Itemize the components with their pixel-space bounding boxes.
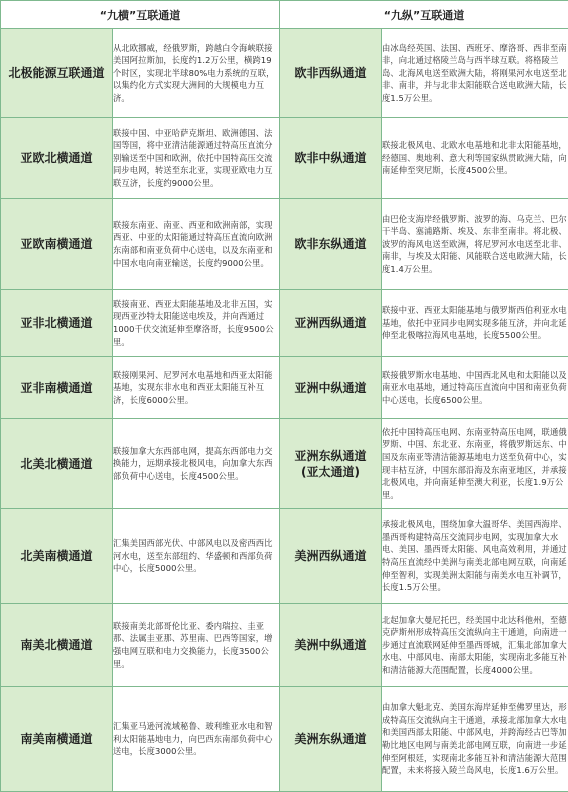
table-row xyxy=(1,687,568,792)
vertical-channel-description: 北起加拿大曼尼托巴，经美国中北达科他州，至德克萨斯州形成特高压交流纵向主干通道，向南进一步通过直流联网延伸至墨西哥城，汇集北部加拿大水电、中部风电、南部太阳能，实现南北多能互补和清洁能源大范围配置，长度4000公里。 xyxy=(382,604,568,687)
horizontal-channel-name: 亚欧南横通道 xyxy=(1,199,113,290)
vertical-channel-description: 由冰岛经英国、法国、西班牙、摩洛哥、西非至南非，向北通过格陵兰岛与西半球互联。将格陵兰岛、北海风电送至欧洲大陆，将刚果河水电送至北非、南非，并与北非太阳能联合送电欧洲大陆，长度1.5万公里。 xyxy=(382,29,568,118)
horizontal-channel-description: 联接东南亚、南亚、西亚和欧洲南部，实现西亚、中亚的太阳能通过特高压直流向欧洲东南部和南亚负荷中心送电，以及东南亚和中国水电向南亚输送，长度约9000公里。 xyxy=(113,199,280,290)
header-nine-horizontal: “九横”互联通道 xyxy=(1,1,280,29)
table-row xyxy=(1,419,568,509)
vertical-channel-name: 亚洲西纵通道 xyxy=(280,290,382,357)
vertical-channel-description: 联接俄罗斯水电基地、中国西北风电和太阳能以及南亚水电基地，通过特高压直流向中国和南亚负荷中心送电，长度6500公里。 xyxy=(382,357,568,419)
vertical-channel-description: 承接北极风电，围绕加拿大温哥华、美国西海岸、墨西哥构建特高压交流同步电网，实现加拿大水电、美国、墨西哥太阳能、风电高效利用，并通过特高压直流经中美洲与南美北部电网互联，向南延伸至智利，实现美洲太阳能与南美水电互补调节，长度1.5万公里。 xyxy=(382,509,568,604)
horizontal-channel-name: 亚非北横通道 xyxy=(1,290,113,357)
horizontal-channel-name: 亚非南横通道 xyxy=(1,357,113,419)
vertical-channel-name: 美洲中纵通道 xyxy=(280,604,382,687)
table-row xyxy=(1,357,568,419)
table-row xyxy=(1,29,568,118)
vertical-channel-description: 联接中亚、西亚太阳能基地与俄罗斯西伯利亚水电基地，依托中亚同步电网实现多能互济，并向北延伸至北极喀拉海风电基地，长度5500公里。 xyxy=(382,290,568,357)
horizontal-channel-description: 联接刚果河、尼罗河水电基地和西亚太阳能基地，实现东非水电和西亚太阳能互补互济，长度6000公里。 xyxy=(113,357,280,419)
horizontal-channel-description: 联接南美北部哥伦比亚、委内瑞拉、圭亚那、法属圭亚那、苏里南、巴西等国家，增强电网互联和电力交换能力，长度3500公里。 xyxy=(113,604,280,687)
horizontal-channel-description: 联接南亚、西亚太阳能基地及北非五国，实现西亚沙特太阳能送电埃及，并向西通过1000千伏交流延伸至摩洛哥，长度9500公里。 xyxy=(113,290,280,357)
header-nine-vertical: “九纵”互联通道 xyxy=(280,1,568,29)
vertical-channel-description: 联接北极风电、北欧水电基地和北非太阳能基地，经德国、奥地利、意大利等国家纵贯欧洲大陆，向南延伸至突尼斯，长度4500公里。 xyxy=(382,118,568,199)
table-row xyxy=(1,118,568,199)
horizontal-channel-name: 北极能源互联通道 xyxy=(1,29,113,118)
header-row xyxy=(1,1,568,29)
vertical-channel-description: 由巴伦支海岸经俄罗斯、波罗的海、乌克兰、巴尔干半岛、塞浦路斯、埃及、东非至南非。将北极、波罗的海风电送至欧洲，将尼罗河水电送至北非、南非，与埃及太阳能、风能联合送电欧洲大陆，长度1.4万公里。 xyxy=(382,199,568,290)
horizontal-channel-name: 北美北横通道 xyxy=(1,419,113,509)
horizontal-channel-name: 北美南横通道 xyxy=(1,509,113,604)
vertical-channel-name: 美洲西纵通道 xyxy=(280,509,382,604)
vertical-channel-name: 亚洲中纵通道 xyxy=(280,357,382,419)
horizontal-channel-name: 南美南横通道 xyxy=(1,687,113,792)
horizontal-channel-description: 联接加拿大东西部电网，提高东西部电力交换能力，远期承接北极风电，向加拿大东西部负荷中心送电，长度4500公里。 xyxy=(113,419,280,509)
horizontal-channel-name: 亚欧北横通道 xyxy=(1,118,113,199)
horizontal-channel-description: 汇集美国西部光伏、中部风电以及密西西比河水电，送至东部纽约、华盛顿和西部负荷中心，长度5000公里。 xyxy=(113,509,280,604)
table-row xyxy=(1,604,568,687)
table-row xyxy=(1,509,568,604)
horizontal-channel-description: 联接中国、中亚哈萨克斯坦、欧洲德国、法国等国，将中亚清洁能源通过特高压直流分别输送至中国和欧洲，依托中国特高压交流同步电网，转送至东北亚，实现亚欧电力互联互济，长度约9000公里。 xyxy=(113,118,280,199)
vertical-channel-name: 欧非中纵通道 xyxy=(280,118,382,199)
vertical-channel-name: 美洲东纵通道 xyxy=(280,687,382,792)
vertical-channel-name: 欧非东纵通道 xyxy=(280,199,382,290)
horizontal-channel-description: 汇集亚马逊河流域秘鲁、玻利维亚水电和智利太阳能基地电力，向巴西东南部负荷中心送电，长度3000公里。 xyxy=(113,687,280,792)
table-row xyxy=(1,199,568,290)
vertical-channel-description: 由加拿大魁北克、美国东海岸延伸至佛罗里达，形成特高压交流纵向主干通道，承接北部加拿大水电和美国西部太阳能、中部风电，并跨海经古巴等加勒比地区电网与南美北部电网互联，向南进一步延伸至阿根廷，实现南北多能互补和清洁能源大范围配置，未来将接入陵兰岛风电，长度1.6万公里。 xyxy=(382,687,568,792)
table-row xyxy=(1,290,568,357)
vertical-channel-description: 依托中国特高压电网、东南亚特高压电网，联通俄罗斯、中国、东北亚、东南亚，将俄罗斯远东、中国及东南亚等清洁能源基地电力送至负荷中心，实现丰枯互济，中国东部沿海及东南亚地区，并承接北极风电，并向南延伸至澳大利亚，长度1.9万公里。 xyxy=(382,419,568,509)
horizontal-channel-name: 南美北横通道 xyxy=(1,604,113,687)
vertical-channel-name: 欧非西纵通道 xyxy=(280,29,382,118)
vertical-channel-name: 亚洲东纵通道 (亚太通道) xyxy=(280,419,382,509)
horizontal-channel-description: 从北欧挪威，经俄罗斯，跨越白令海峡联接美国阿拉斯加，长度约1.2万公里，横跨19个时区，实现北半球80%电力系统的互联，以集约化方式实现大洲间的大规模电力互济。 xyxy=(113,29,280,118)
